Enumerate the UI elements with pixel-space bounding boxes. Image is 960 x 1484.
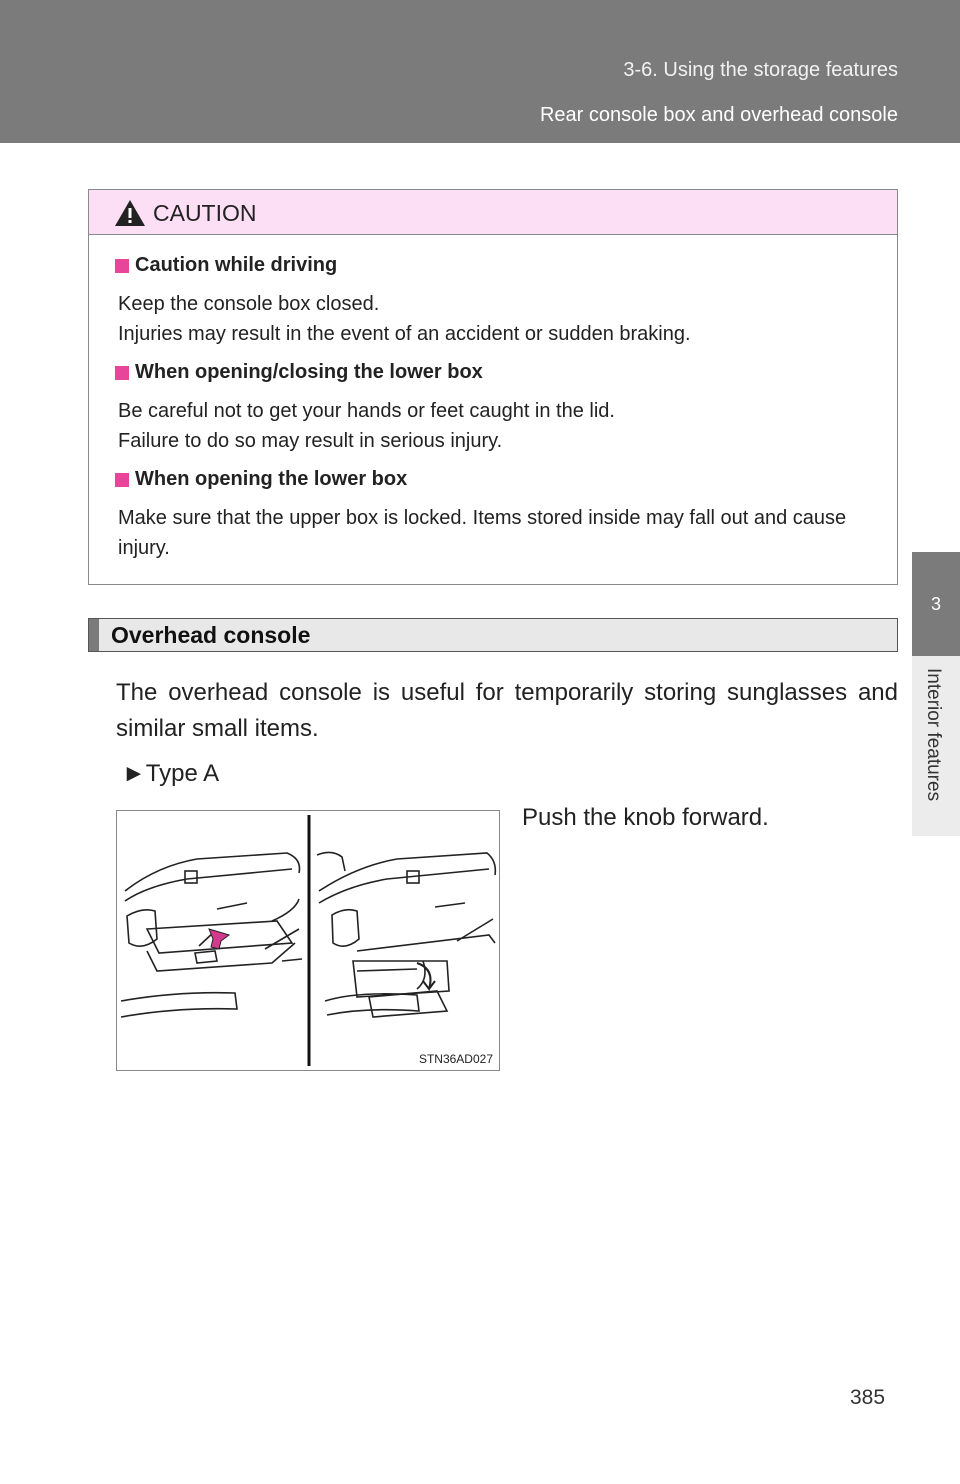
page-header [0, 0, 960, 143]
caution-item-title: When opening the lower box [115, 468, 887, 491]
caution-title: CAUTION [153, 200, 257, 226]
caution-header [89, 190, 897, 235]
section-intro-text: The overhead console is useful for temporarily storing sunglasses and similar small items. [116, 679, 898, 742]
caution-item-title: When opening/closing the lower box [115, 361, 887, 384]
chapter-side-label [912, 656, 960, 836]
caution-item [115, 468, 887, 563]
caution-line: Injuries may result in the event of an accident or sudden braking. [118, 323, 691, 345]
chapter-title: Interior features [923, 668, 944, 802]
caution-item-body [118, 396, 887, 456]
push-arrow-icon [209, 929, 229, 949]
caution-box [88, 189, 898, 585]
figure-code: STN36AD027 [418, 1052, 493, 1066]
chapter-number: 3 [930, 593, 941, 614]
caution-item-title: Caution while driving [115, 254, 887, 277]
triangle-pointer-icon: ► [122, 760, 146, 787]
caution-line: Failure to do so may result in serious injury. [118, 430, 503, 452]
chapter-tab [912, 552, 960, 656]
open-direction-arrow-icon [417, 963, 435, 989]
caution-item-body [118, 289, 887, 349]
caution-line: Make sure that the upper box is locked. Items stored inside may fall out and cause injury. [118, 507, 847, 559]
caution-line: Be careful not to get your hands or feet caught in the lid. [118, 400, 615, 422]
square-bullet-icon [115, 473, 129, 487]
caution-item-body [118, 503, 887, 563]
warning-triangle-icon [114, 199, 146, 227]
caution-item [115, 361, 887, 456]
caution-line: Keep the console box closed. [118, 293, 380, 315]
page-number: 385 [850, 1386, 886, 1409]
console-drawing [117, 811, 499, 1070]
type-label: ►Type A [122, 760, 220, 787]
caution-item [115, 254, 887, 349]
section-heading-bar [88, 618, 898, 652]
step-instruction: Push the knob forward. [522, 804, 769, 831]
square-bullet-icon [115, 259, 129, 273]
overhead-console-illustration [116, 810, 500, 1071]
header-subsection-title: Rear console box and overhead console [539, 104, 898, 126]
square-bullet-icon [115, 366, 129, 380]
header-section-title: 3-6. Using the storage features [623, 59, 898, 81]
section-title: Overhead console [111, 622, 311, 648]
